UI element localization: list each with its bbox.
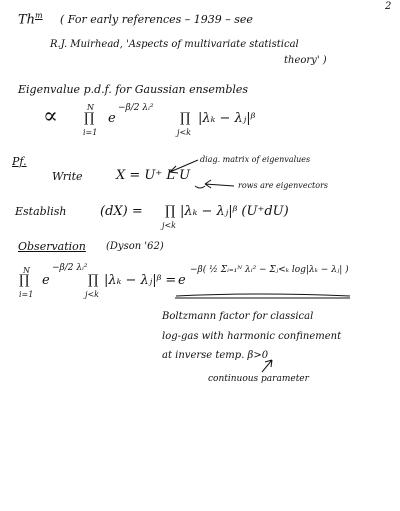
prod-lower: i=1 — [83, 128, 98, 137]
boltzmann-line-1: Boltzmann factor for classical — [162, 311, 314, 322]
prod-upper: N — [87, 103, 94, 112]
boltzmann-line-2: log-gas with harmonic confinement — [162, 331, 342, 342]
prod-symbol: ∏ — [84, 111, 95, 126]
obs-exp: e — [42, 273, 50, 288]
observation-ref: (Dyson '62) — [106, 241, 164, 252]
obs-rhs-base: e — [178, 273, 186, 288]
theorem-label-sup: m — [35, 11, 43, 20]
establish-prod-lower: j<k — [162, 221, 177, 230]
prod2-lower: j<k — [177, 128, 192, 137]
boltzmann-line-3: at inverse temp. β>0 — [162, 350, 269, 361]
exp-base: e — [108, 111, 116, 126]
theorem-note: ( For early references – 1939 – see — [60, 13, 253, 26]
establish-label: Establish — [15, 205, 67, 218]
theorem-label-text: Th — [18, 12, 36, 28]
observation-heading: Observation — [18, 240, 86, 253]
obs-vander: |λₖ − λⱼ|ᵝ = — [104, 273, 177, 288]
citation-line-1: R.J. Muirhead, 'Aspects of multivariate statistical — [50, 39, 299, 50]
prop-symbol: ∝ — [43, 104, 58, 129]
obs-rhs-power: −β( ½ Σᵢ₌₁ᴺ λᵢ² − Σⱼ<ₖ log|λₖ − λⱼ| ) — [190, 265, 349, 275]
obs-prod2: ∏ — [88, 273, 99, 288]
citation-line-2: theory' ) — [284, 55, 327, 66]
proof-equation: X = U⁺ L U — [116, 168, 191, 183]
obs-prod: ∏ — [19, 273, 30, 288]
establish-prod: ∏ — [165, 204, 176, 219]
proof-label: Pf. — [12, 155, 27, 168]
obs-prod2-lower: j<k — [85, 290, 100, 299]
page-number: 2 — [385, 1, 392, 12]
obs-exp-power: −β/2 λᵢ² — [52, 263, 88, 273]
rows-note: rows are eigenvectors — [238, 181, 329, 190]
establish-rhs: |λₖ − λⱼ|ᵝ (U⁺dU) — [180, 204, 289, 219]
vandermonde: |λₖ − λⱼ|ᵝ — [198, 111, 256, 126]
obs-prod-upper: N — [23, 266, 30, 275]
exp-power: −β/2 λᵢ² — [118, 103, 154, 113]
prod2-symbol: ∏ — [180, 111, 191, 126]
eigen-heading: Eigenvalue p.d.f. for Gaussian ensembles — [18, 83, 249, 96]
rows-arrow — [205, 180, 234, 188]
theorem-label — [18, 12, 43, 26]
obs-prod-lower: i=1 — [19, 290, 34, 299]
establish-lhs: (dX) = — [100, 204, 143, 219]
diag-note: diag. matrix of eigenvalues — [200, 155, 311, 164]
rhs-underline — [176, 294, 350, 296]
u-underline — [195, 186, 205, 188]
continuous-note: continuous parameter — [208, 374, 309, 384]
write-label: Write — [52, 170, 83, 183]
beta-arrow — [262, 360, 272, 372]
